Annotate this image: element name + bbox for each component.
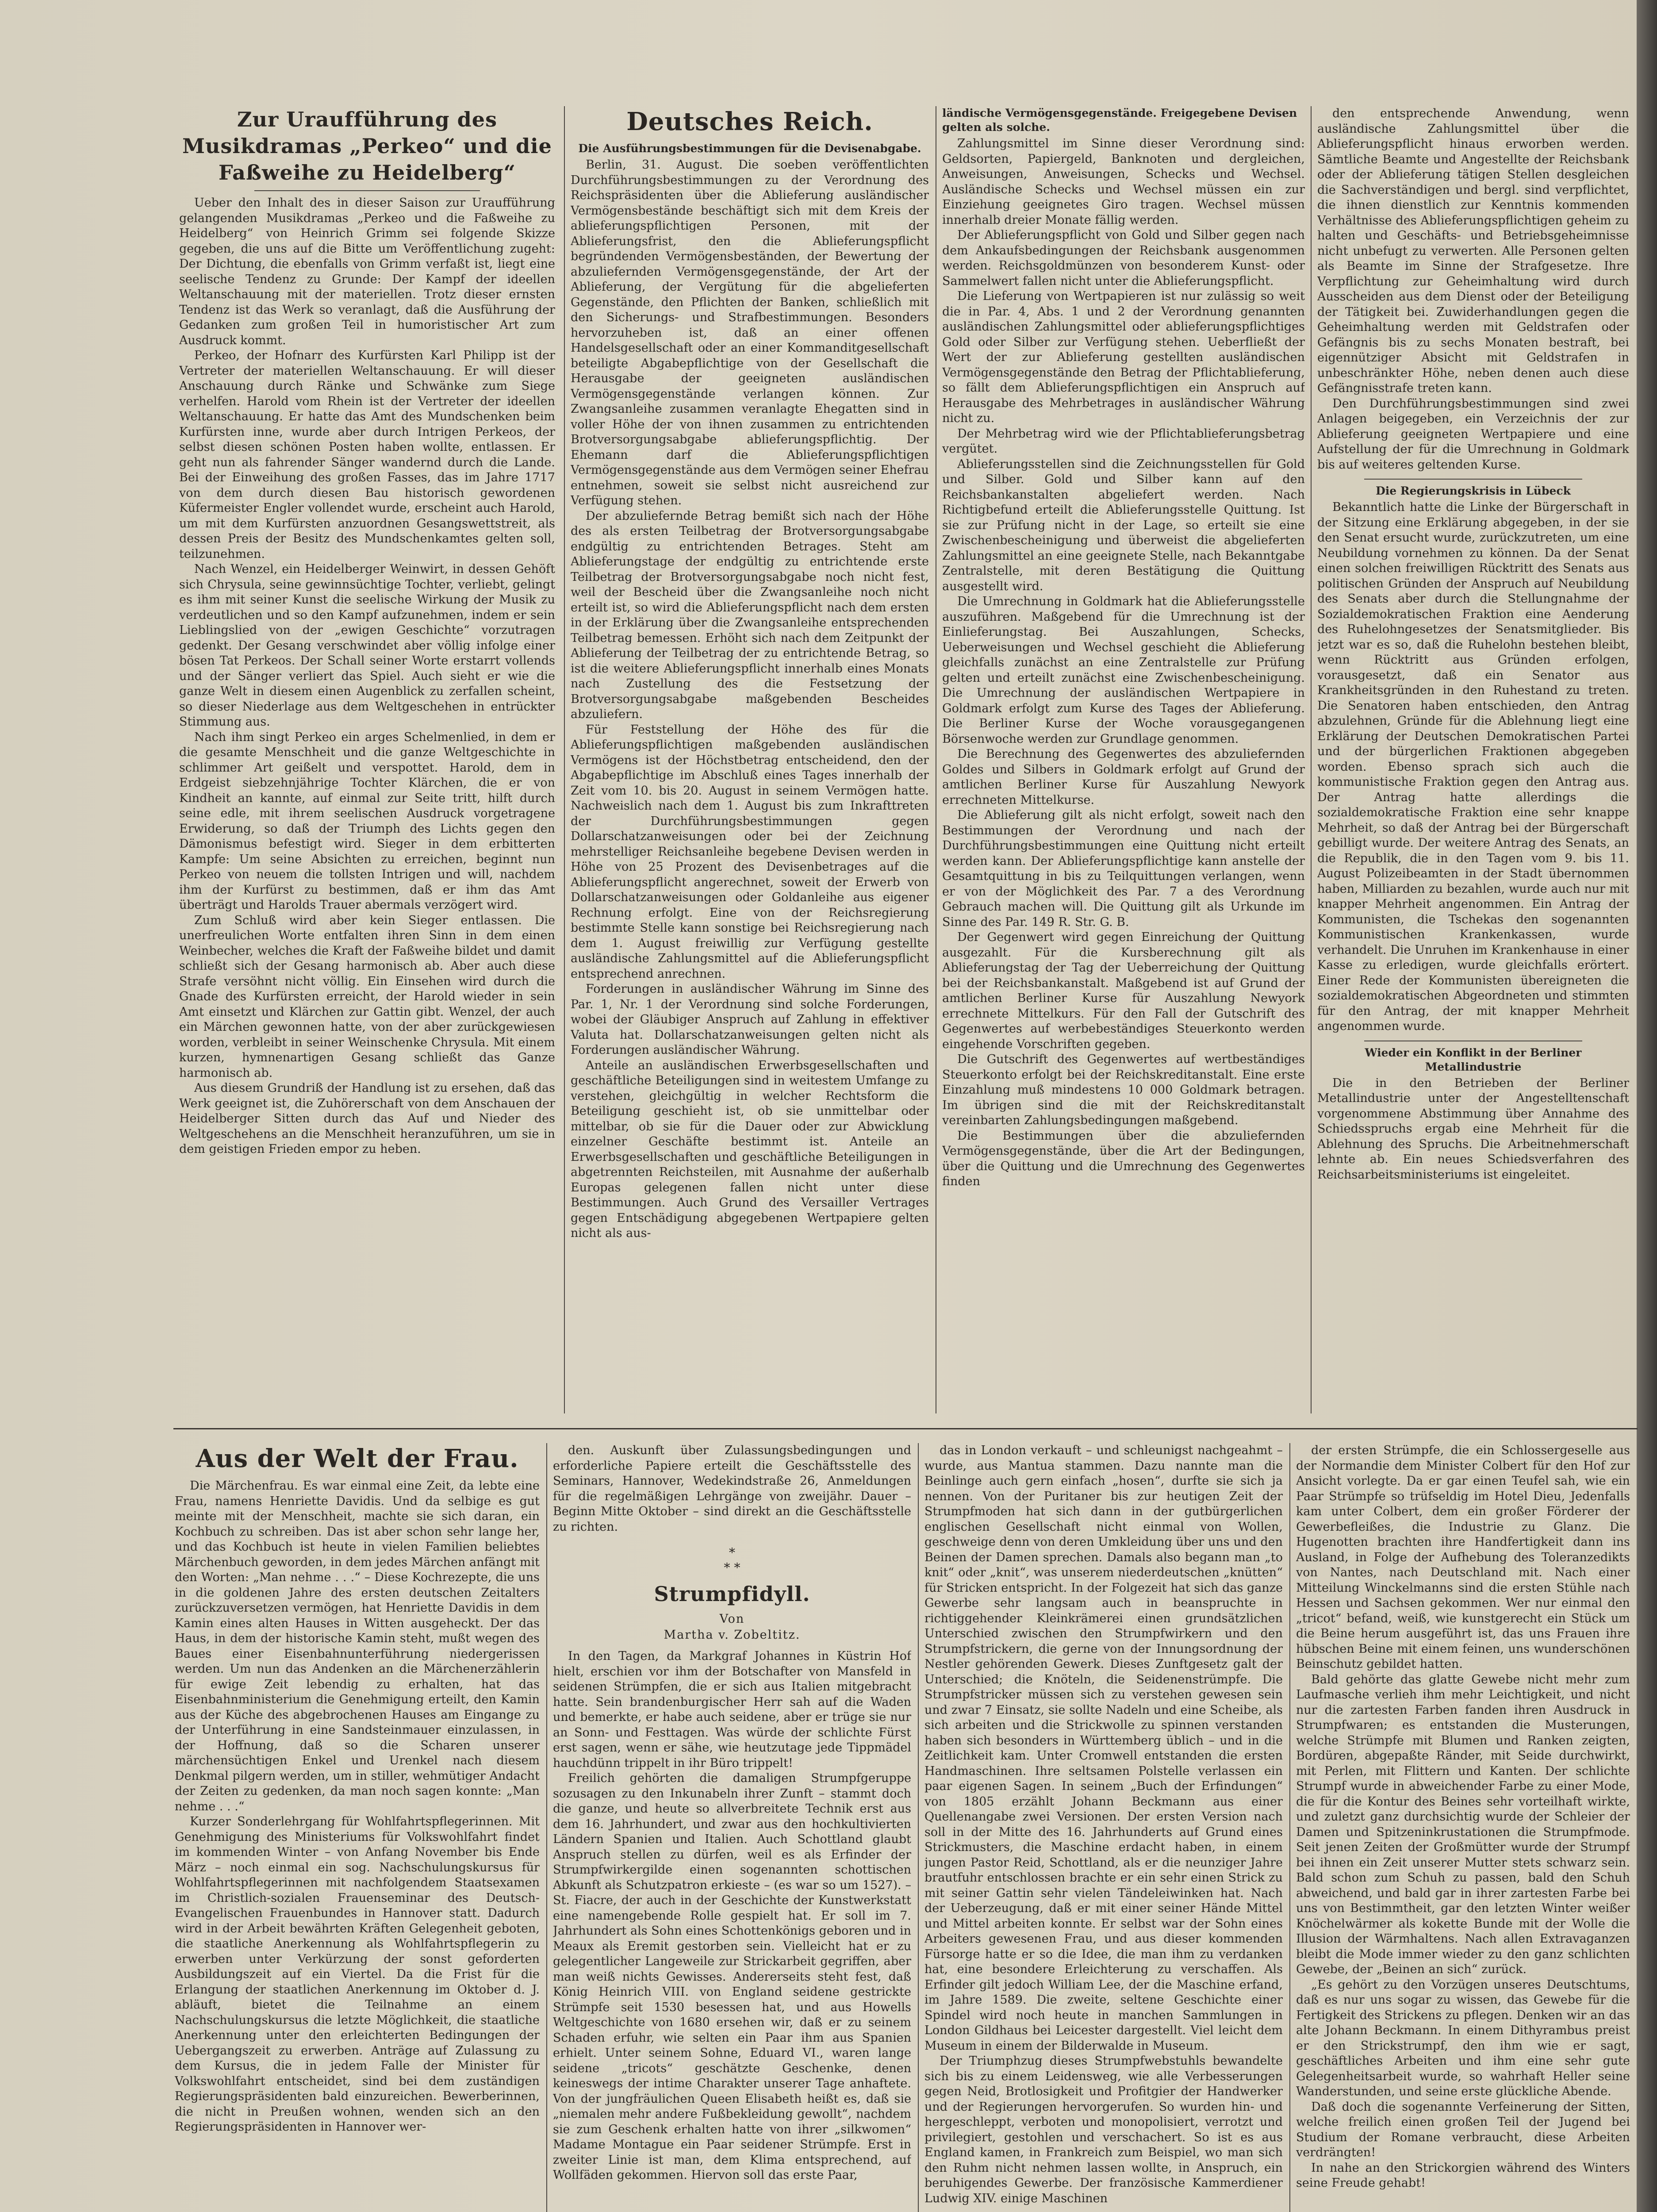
paragraph: Nach Wenzel, ein Heidelberger Weinwirt, in dessen Gehöft sich Chrysula, seine gewinnsüchtige Tochter, verliebt, gelingt es ihm mit seiner Kunst die seelische Wirkung der Musik zu verdeutlichen und so den Kampf aufzunehmen, indem er sein Lieblingslied von der „ewigen Geschichte“ vorzutragen gedenkt. Der Gesang verschwindet aber völlig infolge einer bösen Tat Perkeos. Der Schall seiner Worte erstarrt vollends und der Sänger verliert das Spiel. Auch sieht er wie die ganze Welt in diesem einen Augenblick zu zerfallen scheint, so dieser Niederlage aus dem Weltgeschehen in entrückter Stimmung aus. — [179, 562, 555, 729]
headline-deutsches-reich: Deutsches Reich. — [626, 107, 873, 136]
byline-author: Martha v. Zobeltitz. — [664, 1628, 801, 1642]
paragraph: der ersten Strümpfe, die ein Schlossergeselle aus der Normandie dem Minister Colbert für den Hof zur Ansicht vorlegte. Da er gar einen Teufel sah, wie ein Paar Strümpfe so trüfseldig im Hotel Dieu, Jedenfalls kam unter Colbert, dem ein großer Förderer der Gewerbefleißes, die Industrie zu Glanz. Die Hugenotten brachten ihre Handfertigkeit dann ins Ausland, in Folge der Aufhebung des Toleranzedikts von Nantes, nach Deutschland mit. Nach einer Mitteilung Winckelmanns sind die ersten Stühle nach Hessen und Sachsen gekommen. Wer nur einmal den „tricot“ befand, weiß, wie kunstgerecht ein Stück um die Beine herum ausgeführt ist, das uns Frauen ihre hübschen Beine mit einem feinen, uns wunderschönen Beinschutz gebildet hatten. — [1296, 1444, 1630, 1671]
paragraph: Bald gehörte das glatte Gewebe nicht mehr zum Laufmasche verlieh ihm mehr Leichtigkeit, und nicht nur die zartesten Farben fanden ihren Ausdruck in Strumpfwaren; es entstanden die Musterungen, welche Strümpfe mit Blumen und Ranken zeigten, Bordüren, abgepaßte Ränder, mit Seide durchwirkt, mit Perlen, mit Flittern und Kanten. Der schlichte Strumpf wurde in abweichender Farbe zu einer Mode, die für die Kontur des Beines sehr vorteilhaft wirkte, und zuletzt ganz durchsichtig wurde der Schleier der Damen und Spitzeninkrustationen die Strumpfmode. Seit jenen Zeiten der Großmütter wurde der Strumpf bei ihnen ein Zeit unserer Mutter stets schwarz sein. Bald schon zum Schuh zu passen, bald den Schuh abweichend, und bald gar in ihrer zartesten Farbe bei uns von Bestimmtheit, gar den letzten Winter weißer Knöchelwärmer als kokette Bunde mit der Wolle die Illusion der Wärmhaltens. Nach allen Extravaganzen bleibt die Mode immer wieder zu den ganz schlichten Gewebe, der „Beinen an sich“ zurück. — [1296, 1672, 1630, 1976]
headline-strumpfidyll: Strumpfidyll. — [654, 1582, 810, 1606]
article-deutsches-reich — [571, 106, 929, 1416]
subheading-metallindustrie: Wieder ein Konflikt in der Berliner Metallindustrie — [1365, 1046, 1582, 1073]
article-column-4 — [1317, 106, 1629, 1416]
subheading-luebeck: Die Regierungskrisis in Lübeck — [1376, 484, 1571, 497]
paragraph: Berlin, 31. August. Die soeben veröffentlichten Durchführungsbestimmungen zu der Verordnung des Reichspräsidenten über die Ablieferung ausländischer Vermögensbestände beschäftigt sich mit dem Kreis der ablieferungspflichtigen Personen, mit der Ablieferungsfrist, den die Ablieferungspflicht begründenden Vermögensbeständen, der Bewertung der abzuliefernden Vermögensgegenstände, der Art der Ablieferung, der Vergütung für die abgelieferten Gegenstände, den Pflichten der Banken, schließlich mit den Sicherungs- und Strafbestimmungen. Besonders hervorzuheben ist, daß an einer offenen Handelsgesellschaft oder an einer Kommanditgesellschaft beteiligte Abgabepflichtige von der Gesellschaft die Herausgabe der geeigneten ausländischen Vermögensgegenstände verlangen können. Zur Zwangsanleihe zusammen veranlagte Ehegatten sind in voller Höhe der von ihnen zusammen zu entrichtenden Brotversorgungsabgabe ablieferungspflichtig. Der Ehemann darf die Ablieferungspflichtigen Vermögensgegenstände aus dem Vermögen seiner Ehefrau entnehmen, soweit sie selbst nicht ausreichend zur Verfügung stehen. — [571, 158, 929, 507]
continued-subheading: ländische Vermögensgegenstände. Freigegebene Devisen gelten als solche. — [942, 107, 1297, 134]
paragraph: Die Berechnung des Gegenwertes des abzuliefernden Goldes und Silbers in Goldmark erfolgt auf Grund der amtlichen Berliner Kurse für Auszahlung Newyork errechneten Mittelkurse. — [942, 747, 1305, 807]
paragraph: Die Bestimmungen über die abzuliefernden Vermögensgegenstände, über die Art der Bedingungen, über die Quittung und die Umrechnung des Gegenwertes finden — [942, 1129, 1305, 1188]
paragraph: Die Märchenfrau. Es war einmal eine Zeit, da lebte eine Frau, namens Henriette Davidis. Und da selbige es gut meinte mit der Menschheit, machte sie sich daran, ein Kochbuch zu schreiben. Das ist aber schon sehr lange her, und das Kochbuch ist heute in vielen Familien beliebtes Märchenbuch geworden, in dem jedes Märchen anfängt mit den Worten: „Man nehme . . .“ – Diese Kochrezepte, die uns in die goldenen Jahre des ersten deutschen Zeitalters zurückzuversetzen vermögen, hat Henriette Davidis in dem Kamin eines alten Hauses in Witten ausgeheckt. Der das Haus, in dem der historische Kamin steht, mußt wegen des Baues einer Eisenbahnunterführung niedergerissen werden. Um nun das Andenken an die Märchenerzählerin für ewige Zeit lebendig zu erhalten, hat das Eisenbahnministerium die Genehmigung erteilt, den Kamin aus der Küche des abgebrochenen Hauses am Eingange zu der Unterführung in eine Sandsteinmauer einzulassen, in der Hoffnung, daß so die Scharen unserer märchensüchtigen Enkel und Urenkel nach diesem Denkmal pilgern werden, um in stiller, wehmütiger Andacht der Zeiten zu gedenken, da man noch sagen konnte: „Man nehme . . .“ — [175, 1479, 540, 1813]
paragraph: In den Tagen, da Markgraf Johannes in Küstrin Hof hielt, erschien vor ihm der Botschafter von Mansfeld in seidenen Strümpfen, die er sich aus Italien mitgebracht hatte. Sein brandenburgischer Herr sah auf die Waden und bemerkte, er habe auch seidene, aber er trüge sie nur an Sonn- und Festtagen. Was würde der schlichte Fürst erst sagen, wenn er sähe, wie heutzutage jede Tippmädel hauchdünn trippelt in ihr Büro trippelt! — [553, 1649, 911, 1770]
column-rule — [918, 1443, 919, 2212]
paragraph: Ueber den Inhalt des in dieser Saison zur Uraufführung gelangenden Musikdramas „Perkeo und die Faßweihe zu Heidelberg“ von Heinrich Grimm sei folgende Skizze gegeben, die uns auf die Bitte um Veröffentlichung zugeht: Der Dichtung, die ebenfalls von Grimm verfaßt ist, liegt eine seelische Tendenz zu Grunde: Der Kampf der ideellen Weltanschauung mit der materiellen. Trotz dieser ernsten Tendenz ist das Werk so veranlagt, daß die Ausführung der Gedanken zum großen Teil in humoristischer Art zum Ausdruck kommt. — [179, 196, 555, 347]
page-edge-right — [1637, 0, 1657, 2212]
article-strumpfidyll — [553, 1443, 911, 2212]
paragraph: Zum Schluß wird aber kein Sieger entlassen. Die unerfreulichen Worte entfalten ihren Sinn in dem einen Weinbecher, welches die Kraft der Faßweihe bildet und damit schließt sich der Gesang harmonisch ab. Aber auch diese Strafe versöhnt nicht völlig. Ein Einsehen wird durch die Gnade des Kurfürsten erreicht, der Harold wieder in sein Amt einsetzt und Klärchen zur Gattin gibt. Wenzel, der auch ein Märchen gewonnen hatte, von der aber zurückgewiesen worden, verbleibt in seiner Weinschenke Chrysula. Mit einem kurzen, hymnenartigen Gesang schließt das Ganze harmonisch ab. — [179, 913, 555, 1080]
paragraph: Anteile an ausländischen Erwerbsgesellschaften und geschäftliche Beteiligungen sind in weitestem Umfange zu verstehen, gleichgültig in welcher Rechtsform die Beteiligung geschieht ist, ob sie unmittelbar oder mittelbar, ob sie für die Dauer oder zur Abwicklung einzelner Geschäfte bestimmt ist. Anteile an Erwerbsgesellschaften und geschäftliche Beteiligungen in abgetrennten Reichsteilen, mit Ausnahme der außerhalb Europas gelegenen fallen nicht unter diese Bestimmungen. Auch Grund des Versailler Vertrages gegen Entschädigung abgegebenen Wertpapiere gelten nicht als aus- — [571, 1058, 929, 1240]
paragraph: Der Gegenwert wird gegen Einreichung der Quittung ausgezahlt. Für die Kursberechnung gilt als Ablieferungstag der Tag der Ueberreichung der Quittung bei der Reichsbankanstalt. Maßgebend ist auf Grund der amtlichen Berliner Kurse für Auszahlung Newyork errechnete Mittelkurs. Für den Fall der Gutschrift des Gegenwertes auf werbebeständiges Steuerkonto werden eingehende Vorschriften gegeben. — [942, 930, 1305, 1051]
article-continuation-devisen — [942, 106, 1305, 1416]
section-divider — [173, 1428, 1638, 1429]
paragraph: Aus diesem Grundriß der Handlung ist zu ersehen, daß das Werk geeignet ist, die Zuhörerschaft von dem Anschauen der Heidelberger Sitten durch das Auf und Nieder des Weltgeschehens an die Menschheit heranzuführen, um sie in dem geistigen Frieden empor zu heben. — [179, 1081, 555, 1156]
byline-von: Von — [719, 1612, 745, 1626]
paragraph: Nach ihm singt Perkeo ein arges Schelmenlied, in dem er die gesamte Menschheit und die ganze Weltgeschichte in schlimmer Art geißelt und verspottet. Harold, dem in Erdgeist siebzehnjährige Tochter Klärchen, die er von Kindheit an kannte, auf einmal zur Seite tritt, hilft durch seine edle, mit ihrem seelischen Ausdruck vorgetragene Erwiderung, so daß der Triumph des Lichts gegen den Dämonismus befestigt wird. Sieger in dem erbitterten Kampfe: Um seine Absichten zu erreichen, beginnt nun Perkeo von neuem die tollsten Intrigen und will, nachdem ihm der Kurfürst zu bestimmen, daß er ihm das Amt überträgt und Harolds Trauer abermals verzögert wird. — [179, 730, 555, 912]
column-rule — [564, 106, 565, 1413]
paragraph: den. Auskunft über Zulassungsbedingungen und erforderliche Papiere erteilt die Geschäftsstelle des Seminars, Hannover, Wedekindstraße 26, Anmeldungen für die regelmäßigen Lehrgänge von zweijähr. Dauer – Beginn Mitte Oktober – sind direkt an die Geschäftsstelle zu richten. — [553, 1444, 911, 1534]
paragraph: Der Mehrbetrag wird wie der Pflichtablieferungsbetrag vergütet. — [942, 426, 1305, 456]
article-perkeo — [179, 106, 555, 1416]
paragraph: den entsprechende Anwendung, wenn ausländische Zahlungsmittel über die Ablieferungspflicht hinaus erworben werden. Sämtliche Beamte und Angestellte der Reichsbank oder der Ablieferung tätigen Stellen desgleichen die Sachverständigen und bergl. sind verpflichtet, die ihnen dienstlich zur Kenntnis kommenden Verhältnisse des Ablieferungspflichtigen geheim zu halten und Geschäfts- und Betriebsgeheimnisse nicht unbefugt zu verwerten. Alle Personen gelten als Beamte im Sinne der Strafgesetze. Ihre Verpflichtung zur Geheimhaltung wird durch Ausscheiden aus dem Dienst oder der Beteiligung der Tätigkeit bei. Zuwiderhandlungen gegen die Geheimhaltung werden mit Geldstrafen oder Gefängnis bis zu sechs Monaten bestraft, bei eigennütziger Absicht mit Geldstrafen in unbeschränkter Höhe, neben denen auch diese Gefängnisstrafe treten kann. — [1317, 107, 1629, 395]
paragraph: Ablieferungsstellen sind die Zeichnungsstellen für Gold und Silber. Gold und Silber kann auf den Reichsbankanstalten abgeliefert werden. Nach Richtigbefund erteilt die Ablieferungsstelle Quittung. Ist sie zur Prüfung nicht in der Lage, so erteilt sie eine Zwischenbescheinigung und überweist die abgelieferten Zahlungsmittel an eine geeignete Stelle, nach Bekanntgabe Zentralstelle, mit deren Bestätigung die Quittung ausgestellt wird. — [942, 457, 1305, 593]
paragraph: Die Gutschrift des Gegenwertes auf wertbeständiges Steuerkonto erfolgt bei der Reichskreditanstalt. Eine erste Einzahlung muß mindestens 10 000 Goldmark betragen. Im übrigen sind die mit der Reichskreditanstalt vereinbarten Zahlungsbedingungen maßgebend. — [942, 1052, 1305, 1127]
paragraph: Die in den Betrieben der Berliner Metallindustrie unter der Angestelltenschaft vorgenommene Abstimmung über Annahme des Schiedsspruchs ergab eine Mehrheit für die Ablehnung des Spruchs. Die Arbeitnehmerschaft lehnte ab. Ein neues Schiedsverfahren des Reichsarbeitsministeriums ist eingeleitet. — [1317, 1076, 1629, 1182]
paragraph: das in London verkauft – und schleunigst nachgeahmt – wurde, aus Mantua stammen. Dazu nannte man die Beinlinge auch gern einfach „hosen“, durfte sie sich ja nennen. Von der Puritaner bis zur heutigen Zeit der Strumpfmoden hat sich dann in der gutbürgerlichen englischen Gesellschaft nicht einmal von Wollen, geschweige denn von deren Umkleidung über uns und den Beinen der Damen sprechen. Damals also begann man „to knit“ oder „knit“, was unserem niederdeutschen „knütten“ für Stricken entspricht. In der Folgezeit hat sich das ganze Gewerbe sehr langsam auch in beanspruchte in richtiggehender Kleinkrämerei einen grundsätzlichen Unterschied zwischen den Strumpfwirkern und den Strumpfstrickern, die gerne von der Innungsordnung der Nestler gehörenden Gewerk. Dieses Zunftgesetz galt der Unterschied; die Knöteln, die Seidenenstrümpfe. Die Strumpfstricker müssen sich zu verstehen gewesen sein und zwar 7 Einsatz, sie sollte Nadeln und eine Scheibe, als sich arbeiten und die Strickwolle zu spinnen verstanden haben sich besonders in Württemberg üblich – und in die Zeitlichkeit kam. Unter Cromwell entstanden die ersten Handmaschinen. Ihre seltsamen Polstelle verlassen ein paar eigenen Sagen. In seinem „Buch der Erfindungen“ von 1805 erzählt Johann Beckmann aus einer Quellenangabe zwei Versionen. Der ersten Version nach soll in der Mitte des 16. Jahrhunderts auf Grund eines Strickmusters, die Maschine erdacht haben, in einem jungen Pastor Reid, Schottland, als er die neunziger Jahre brautfuhr entschlossen brachte er ein sehr einen Strick zu mit seiner Gattin sehr vielen Tändeleiwinken hat. Nach der Ueberzeugung, daß er mit einer seiner Hände Mittel und Mittel arbeiten konnte. Er selbst war der Sohn eines Arbeiters gewesenen Frau, und aus dieser kommenden Fürsorge hatte er so die Idee, die man ihm zu verdanken hat, eine besondere Erleichterung zu verschaffen. Als Erfinder gilt jedoch William Lee, der die Maschine erfand, im Jahre 1589. Die zweite, seltene Geschichte einer Spindel wird noch heute in manchen Sammlungen in London Gildhaus bei Leicester dargestellt. Viel leicht dem Museum in einem der Bilderwalde in Museum. — [924, 1444, 1283, 2053]
paragraph: Bekanntlich hatte die Linke der Bürgerschaft in der Sitzung eine Erklärung abgegeben, in der sie den Senat ersucht wurde, zurückzutreten, um eine Neubildung vornehmen zu können. Da der Senat einen solchen freiwilligen Rücktritt des Senats aus politischen Gründen der Anspruch auf Neubildung des Senats aber durch die Stellungnahme der Sozialdemokratischen Fraktion eine Aenderung des Ruhelohngesetzes der Senatsmitglieder. Bis jetzt war es so, daß die Ruhelohn bestehen bleibt, wenn Rücktritt aus Gründen erfolgen, vorausgesetzt, daß ein Senator aus Krankheitsgründen in den Ruhestand zu treten. Die Senatoren haben entschieden, den Antrag abzulehnen, Gründe für die Ablehnung liegt eine Erklärung der Deutschen Demokratischen Partei und der bürgerlichen Fraktionen abgegeben worden. Ebenso sprach sich auch die kommunistische Fraktion gegen den Antrag aus. Der Antrag hatte allerdings die sozialdemokratische Fraktion eine sehr knappe Mehrheit, so daß der Antrag bei der Bürgerschaft gebilligt wurde. Der weitere Antrag des Senats, an die Republik, die in den Tagen vom 9. bis 11. August Polizeibeamten in der Stadt übernommen haben, Milliarden zu bezahlen, wurde auch nur mit knapper Mehrheit angenommen. Ein Antrag der Kommunisten, die Tschekas den sogenannten Kommunistischen Krankenkassen, wurde verhandelt. Die Unruhen im Krankenhause in einer Kasse zu erledigen, wurde gleichfalls erörtert. Einer Rede der Kommunisten übereigneten die sozialdemokratischen Abgeordneten und stimmten für den Antrag, der mit knapper Mehrheit angenommen wurde. — [1317, 500, 1629, 1033]
paragraph: In nahe an den Strickorgien während des Winters seine Freude gehabt! — [1296, 2161, 1630, 2190]
paragraph: Den Durchführungsbestimmungen sind zwei Anlagen beigegeben, ein Verzeichnis der zur Ablieferung geeigneten Wertpapiere und eine Aufstellung der für die Umrechnung in Goldmark bis auf weiteres geltenden Kurse. — [1317, 396, 1629, 472]
paragraph: Die Lieferung von Wertpapieren ist nur zulässig so weit die in Par. 4, Abs. 1 und 2 der Verordnung genannten ausländischen Zahlungsmittel oder ablieferungspflichtiges Gold oder Silber zur Verfügung stehen. Ueberfließt der Wert der zur Ablieferung gestellten ausländischen Vermögensgegenstände den Betrag der Pflichtablieferung, so fällt dem Ablieferungspflichtigen ein Anspruch auf Herausgabe des Mehrbetrages in ausländischer Währung nicht zu. — [942, 289, 1305, 425]
paragraph: Der Ablieferungspflicht von Gold und Silber gegen nach dem Ankaufsbedingungen der Reichsbank ausgenommen werden. Reichsgoldmünzen von besonderem Kunst- oder Sammelwert fallen nicht unter die Ablieferungspflicht. — [942, 228, 1305, 288]
paragraph: Die Umrechnung in Goldmark hat die Ablieferungsstelle auszuführen. Maßgebend für die Umrechnung ist der Einlieferungstag. Bei Auszahlungen, Schecks, Ueberweisungen und Wechsel geschieht die Ablieferung gleichfalls zunächst an eine Zentralstelle zur Prüfung gelten und erteilt zunächst eine Zwischenbescheinigung. Die Umrechnung der ausländischen Wertpapiere in Goldmark erfolgt zum Kurse des Tages der Ablieferung. Die Berliner Kurse der Woche vorausgegangenen Börsenwoche werden zur Grundlage genommen. — [942, 595, 1305, 746]
article-strumpfidyll-continued — [924, 1443, 1283, 2212]
section-stars: * * * — [724, 1545, 740, 1575]
headline-rule — [254, 190, 480, 191]
column-rule — [1311, 106, 1312, 1413]
paragraph: Forderungen in ausländischer Währung im Sinne des Par. 1, Nr. 1 der Verordnung sind solche Forderungen, wobei der Gläubiger Anspruch auf Zahlung in effektiver Valuta hat. Dollarschatzanweisungen gelten nicht als Forderungen ausländischer Währung. — [571, 982, 929, 1057]
headline-perkeo: Zur Uraufführung des Musikdramas „Perkeo“ und die Faßweihe zu Heidelberg“ — [182, 108, 552, 184]
article-separator — [1364, 479, 1583, 480]
paragraph: „Es gehört zu den Vorzügen unseres Deutschtums, daß es nur uns sogar zu wissen, das Gewebe für die Fertigkeit des Strickens zu pflegen. Denken wir an das alte Johann Beckmann. In einem Dithyrambus preist er den Strickstrumpf, den ihm wie er sagt, geschäftliches Arbeiten und ihm eine sehr gute Gelegenheitsarbeit wurde, so wahrhaft Heller seine Wanderstunden, und seine erste glückliche Abende. — [1296, 1978, 1630, 2098]
paragraph: Freilich gehörten die damaligen Strumpfgeruppe sozusagen zu den Inkunabeln ihrer Zunft – stammt doch die ganze, und heute so allverbreitete Technik erst aus dem 16. Jahrhundert, und zwar aus den hochkultivierten Ländern Spanien und Italien. Auch Schottland glaubt Anspruch stellen zu dürfen, weil es als Erfinder der Strumpfwirkergilde einen sogenannten schottischen Abkunft als Schutzpatron erkieste – (es war so um 1527). – St. Fiacre, der auch in der Geschichte der Kunstwerkstatt eine namengebende Rolle gespielt hat. Er soll im 7. Jahrhundert als Sohn eines Schottenkönigs geboren und in Meaux als Eremit gestorben sein. Vielleicht hat er zu gelegentlicher Langeweile zur Strickarbeit gegriffen, aber man weiß nichts Gewisses. Andererseits steht fest, daß König Heinrich VIII. von England seidene gestrickte Strümpfe seit 1530 besessen hat, und aus Howells Weltgeschichte von 1680 ersehen wir, daß er zu seinem Schaden erfuhr, wie selten ein Paar ihm aus Spanien erhielt. Unter seinem Sohne, Eduard VI., waren lange seidene „tricots“ geschätzte Geschenke, denen keineswegs der intime Charakter unserer Tage anhaftete. Von der jungfräulichen Queen Elisabeth heißt es, daß sie „niemalen mehr andere Fußbekleidung gewollt“, nachdem sie zum Geschenk erhalten hatte von ihrer „silkwomen“ Madame Montague ein Paar seidener Strümpfe. Erst in zweiter Linie ist man, dem Klima entsprechend, auf Wollfäden gekommen. Hiervon soll das erste Paar, — [553, 1771, 911, 2182]
paragraph: Perkeo, der Hofnarr des Kurfürsten Karl Philipp ist der Vertreter der materiellen Weltanschauung. Er will dieser Anschauung durch Ränke und Schwänke zum Siege verhelfen. Harold vom Rhein ist der Vertreter der ideellen Weltanschauung. Er hatte das Amt des Mundschenken beim Kurfürsten inne, wurde aber durch Intrigen Perkeos, der selbst diesen schönen Posten haben wollte, entlassen. Er geht nun als fahrender Sänger wandernd durch die Lande. Bei der Einweihung des großen Fasses, das im Jahre 1717 von dem durch diesen Bau historisch gewordenen Küfermeister Engler vollendet wurde, erscheint auch Harold, um mit dem Kurfürsten anzuordnen Gesangswettstreit, als dessen Preis der Besitz des Mundschenkamtes gelten soll, teilzunehmen. — [179, 349, 555, 561]
paragraph: Der abzuliefernde Betrag bemißt sich nach der Höhe des als ersten Teilbetrag der Brotversorgungsabgabe endgültig zu entrichtenden Betrages. Steht am Ablieferungstage der endgültig zu entrichtende erste Teilbetrag der Brotversorgungsabgabe noch nicht fest, weil der Bescheid über die Zwangsanleihe noch nicht erteilt ist, so wird die Ablieferungspflicht nach dem ersten in der Erklärung über die Zwangsanleihe entsprechenden Teilbetrag bemessen. Erhöht sich nach dem Zeitpunkt der Ablieferung der Teilbetrag der zu entrichtende Betrag, so ist die weitere Ablieferungspflicht innerhalb eines Monats nach Zustellung des die Festsetzung der Brotversorgungsabgabe maßgebenden Bescheides abzuliefern. — [571, 509, 929, 721]
column-rule — [1289, 1443, 1290, 2212]
article-welt-der-frau — [175, 1443, 540, 2212]
paragraph: Der Triumphzug dieses Strumpfwebstuhls bewandelte sich bis zu einem Leidensweg, wie alle Verbesserungen gegen Neid, Brotlosigkeit und Profitgier der Handwerker und der Regierungen hervorgerufen. So wurden hin- und hergeschleppt, verboten und monopolisiert, verrotzt und privilegiert, gestohlen und verschachert. So ist es aus England kamen, in Frankreich zum Beispiel, wo man sich den Ruhm nicht nehmen lassen wollte, in Anspruch, ein beruhigendes Gewerbe. Der französische Kammerdiener Ludwig XIV. einige Maschinen — [924, 2054, 1283, 2205]
headline-welt-der-frau: Aus der Welt der Frau. — [196, 1444, 519, 1473]
paragraph: Kurzer Sonderlehrgang für Wohlfahrtspflegerinnen. Mit Genehmigung des Ministeriums für Volkswohlfahrt findet im kommenden Winter – von Anfang November bis Ende März – noch einmal ein sog. Nachschulungskursus für Wohlfahrtspflegerinnen mit nachfolgendem Staatsexamen im Christlich-sozialen Frauenseminar des Deutsch-Evangelischen Frauenbundes in Hannover statt. Dadurch wird in der Arbeit bewährten Kräften Gelegenheit geboten, die staatliche Anerkennung als Wohlfahrtspflegerin zu erwerben unter Verkürzung der sonst geforderten Ausbildungszeit auf ein Viertel. Da die Frist für die Erlangung der staatlichen Anerkennung im Oktober d. J. abläuft, bietet die Teilnahme an einem Nachschulungskursus die letzte Möglichkeit, die staatliche Anerkennung unter den erleichterten Bedingungen der Uebergangszeit zu erwerben. Anträge auf Zulassung zu dem Kursus, die in jedem Falle der Minister für Volkswohlfahrt entscheidet, sind bei dem zuständigen Regierungspräsidenten bald einzureichen. Bewerberinnen, die nicht in Preußen wohnen, wenden sich an den Regierungspräsidenten in Hannover wer- — [175, 1815, 540, 2134]
subheading-devisenabgabe: Die Ausführungsbestimmungen für die Devisenabgabe. — [578, 142, 921, 155]
article-strumpfidyll-end — [1296, 1443, 1630, 2212]
column-rule — [546, 1443, 547, 2212]
paragraph: Zahlungsmittel im Sinne dieser Verordnung sind: Geldsorten, Papiergeld, Banknoten und dergleichen, Anweisungen, Anweisungen, Schecks und Wechsel. Ausländische Schecks und Wechsel müssen ein zur Einziehung geeignetes Giro tragen. Wechsel müssen innerhalb dreier Monate fällig werden. — [942, 137, 1305, 227]
paragraph: Für Feststellung der Höhe des für die Ablieferungspflichtigen maßgebenden ausländischen Vermögens ist der Höchstbetrag entscheidend, den der Abgabepflichtige im Abschluß eines Tages innerhalb der Zeit vom 10. bis 20. August in seinem Vermögen hatte. Nachweislich nach dem 1. August bis zum Inkrafttreten der Durchführungsbestimmungen gegen Dollarschatzanweisungen oder bei der Zeichnung mehrstelliger Reichsanleihe begebene Devisen werden in Höhe von 25 Prozent des Devisenbetrages auf die Ablieferungspflicht angerechnet, soweit der Erwerb von Dollarschatzanweisungen oder Goldanleihe aus eigener Rechnung erfolgt. Eine von der Reichsregierung bestimmte Stelle kann sonstige bei Reichsregierung nach dem 1. August freiwillig zur Verfügung gestellte ausländische Zahlungsmittel auf die Ablieferungspflicht entsprechend anrechnen. — [571, 722, 929, 981]
paragraph: Daß doch die sogenannte Verfeinerung der Sitten, welche freilich einen großen Teil der Jugend bei Studium der Romane verbraucht, diese Arbeiten verdrängten! — [1296, 2100, 1630, 2159]
paragraph: Die Ablieferung gilt als nicht erfolgt, soweit nach den Bestimmungen der Verordnung und nach der Durchführungsbestimmungen eine Quittung nicht erteilt werden kann. Der Ablieferungspflichtige kann anstelle der Gesamtquittung in bis zu Teilquittungen verlangen, wenn er von der Möglichkeit des Par. 7 a des Verordnung Gebrauch machen will. Die Quittung gilt als Urkunde im Sinne des Par. 149 R. Str. G. B. — [942, 808, 1305, 929]
